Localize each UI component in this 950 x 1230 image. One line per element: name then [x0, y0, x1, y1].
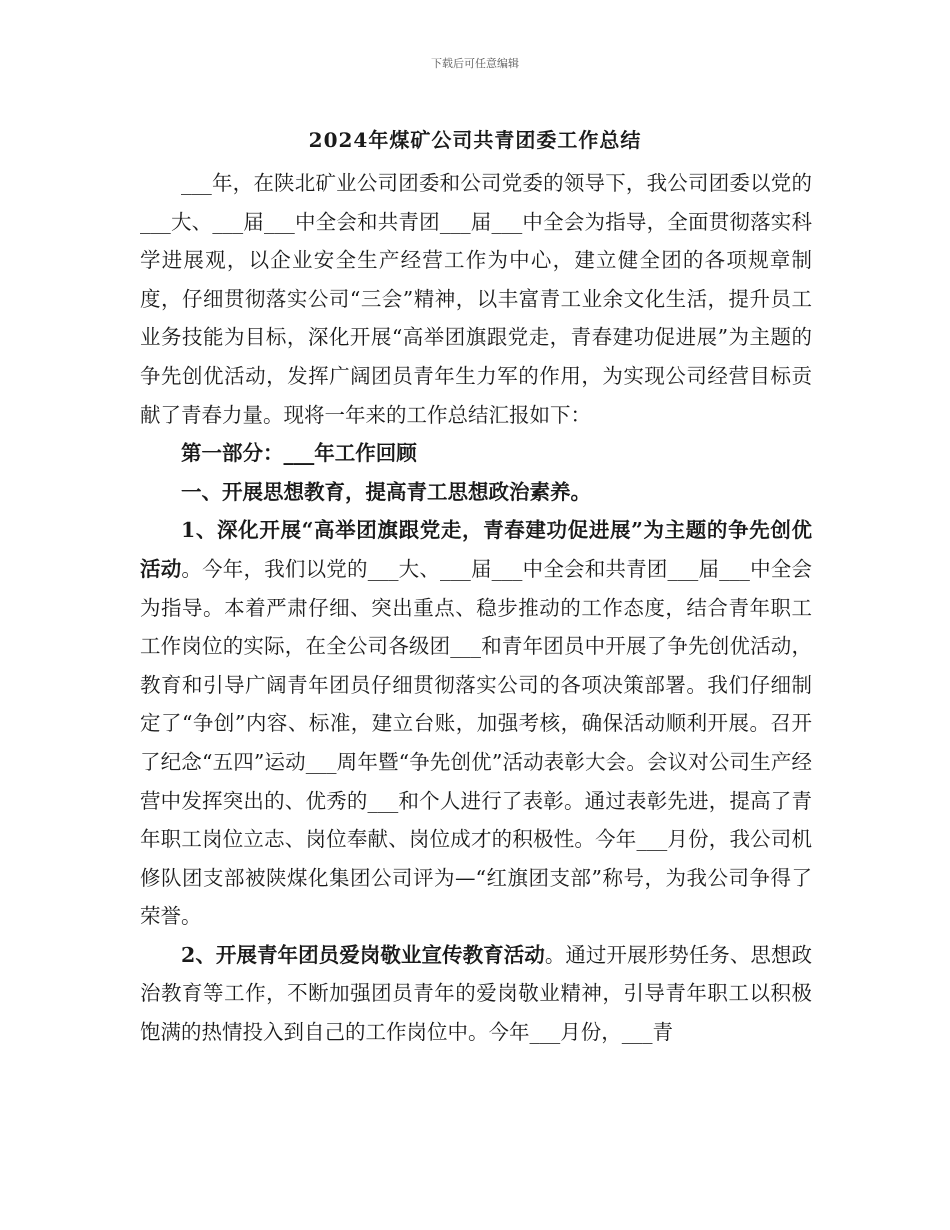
document-body	[140, 164, 812, 1052]
document-title: 2024年煤矿公司共青团委工作总结	[308, 128, 642, 152]
item-two-lead: 2、开展青年团员爱岗敬业宣传教育活动	[181, 942, 545, 967]
intro-paragraph: ___年，在陕北矿业公司团委和公司党委的领导下，我公司团委以党的___大、___届___中全会和共青团___届___中全会为指导，全面贯彻落实科学进展观，以企业安全生产经营工作为中心，建立健全团的各项规章制度，仔细贯彻落实公司“三会”精神，以丰富青工业余文化生活，提升员工业务技能为目标，深化开展“高举团旗跟党走，青春建功促进展”为主题的争先创优活动，发挥广阔团员青年生力军的作用，为实现公司经营目标贡献了青春力量。现将一年来的工作总结汇报如下：	[140, 171, 812, 427]
header-note: 下载后可任意编辑	[431, 57, 519, 70]
item-two-paragraph	[140, 936, 812, 1052]
item-one-lead: 1、深化开展“高举团旗跟党走，青春建功促进展”为主题的争先创优活动	[140, 518, 812, 581]
item-two-text: 。通过开展形势任务、思想政治教育等工作，不断加强团员青年的爱岗敬业精神，引导青年职工以积极饱满的热情投入到自己的工作岗位中。今年___月份，___青	[140, 942, 813, 1045]
item-one-text: 。今年，我们以党的___大、___届___中全会和共青团___届___中全会为指导。本着严肃仔细、突出重点、稳步推动的工作态度，结合青年职工工作岗位的实际，在全公司各级团___和青年团员中开展了争先创优活动，教育和引导广阔青年团员仔细贯彻落实公司的各项决策部署。我们仔细制定了“争创”内容、标准，建立台账，加强考核，确保活动顺利开展。召开了纪念“五四”运动___周年暨“争先创优”活动表彰大会。会议对公司生产经营中发挥突出的、优秀的___和个人进行了表彰。通过表彰先进，提高了青年职工岗位立志、岗位奉献、岗位成才的积极性。今年___月份，我公司机修队团支部被陕煤化集团公司评为—“红旗团支部”称号，为我公司争得了荣誉。	[140, 556, 813, 929]
part-one-heading: 第一部分：___年工作回顾	[181, 441, 417, 466]
section-one-heading: 一、开展思想教育，提高青工思想政治素养。	[181, 479, 591, 504]
item-one-paragraph	[140, 511, 812, 936]
